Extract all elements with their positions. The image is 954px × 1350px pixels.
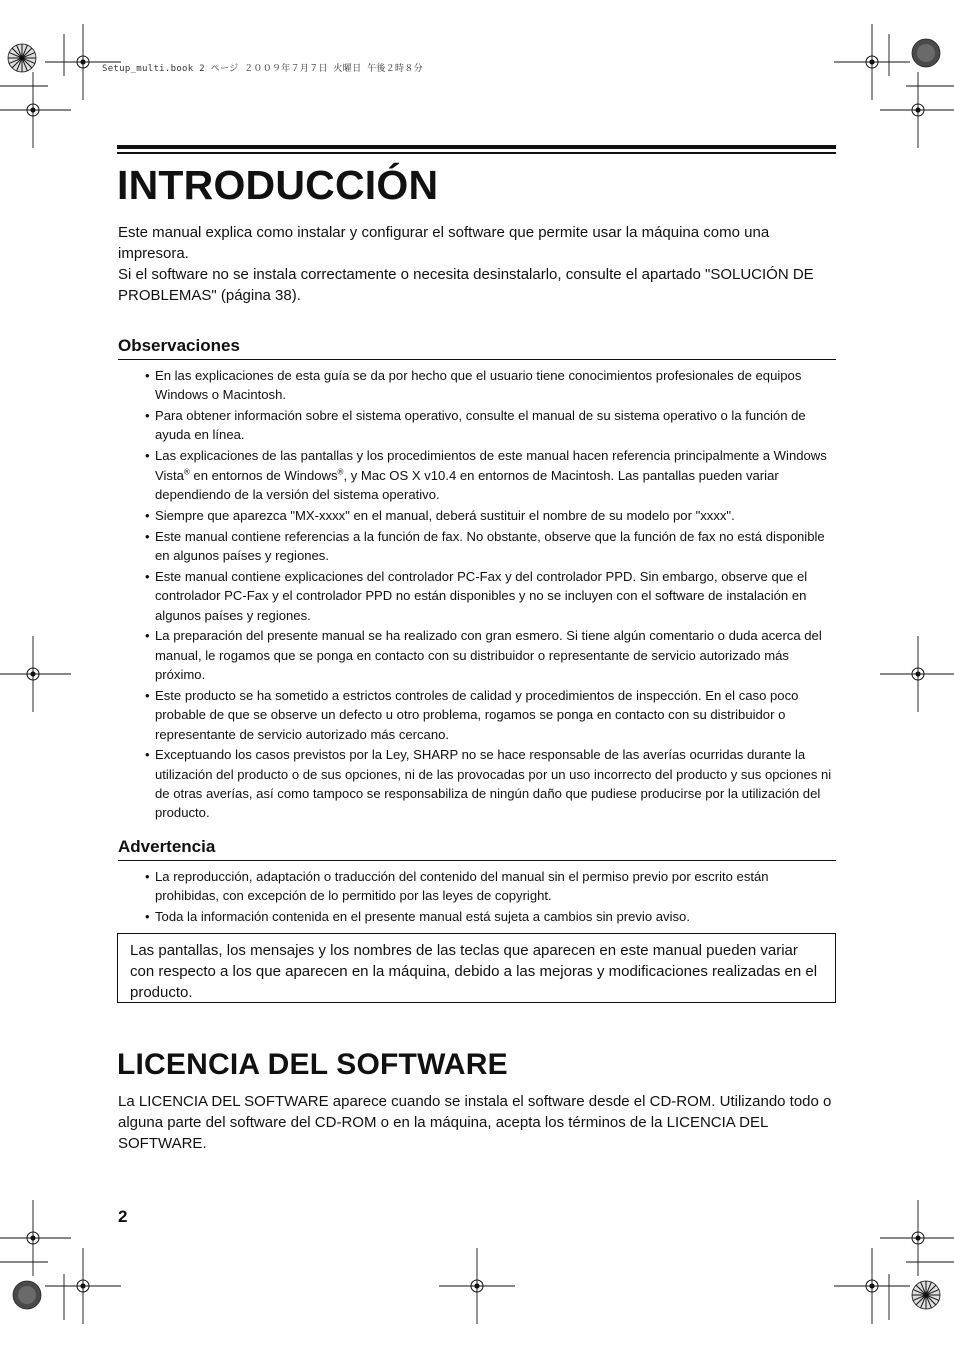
observaciones-heading: Observaciones (118, 336, 836, 360)
item-text: Las explicaciones de las pantallas y los procedimientos de este manual hacen referencia principalmente a Windows Vista (155, 448, 827, 483)
corner-marks-bottom (0, 1200, 954, 1324)
list-item: • Este manual contiene explicaciones del controlador PC-Fax y del controlador PPD. Sin embargo, observe que el controlador PC-Fax y el controlador PPD no están disponibles y no se incluyen con el software de instalación en algunos países y regiones. (146, 567, 836, 625)
corner-marks-top (0, 24, 954, 148)
list-item: • Exceptuando los casos previstos por la Ley, SHARP no se hace responsable de las averías ocurridas durante la utilización del producto o de sus opciones, ni de las provocadas por un uso incorrecto del producto y sus opciones ni de otras averías, así como tampoco se responsabiliza de ningún daño que pudiese producirse por la utilización del producto. (146, 745, 836, 822)
item-text: , y Mac OS X v10.4 en entornos de Macintosh. Las pantallas pueden variar dependiendo de la versión del sistema operativo. (155, 467, 779, 502)
observaciones-list (146, 366, 836, 824)
list-item: • Para obtener información sobre el sistema operativo, consulte el manual de su sistema operativo o la función de ayuda en línea. (146, 406, 836, 445)
page-title: INTRODUCCIÓN (117, 162, 439, 208)
list-item (146, 446, 836, 504)
list-item: • Este manual contiene referencias a la función de fax. No obstante, observe que la función de fax no está disponible en algunos países y regiones. (146, 527, 836, 566)
registered-mark: ® (337, 467, 344, 477)
note-box: Las pantallas, los mensajes y los nombres de las teclas que aparecen en este manual pueden variar con respecto a los que aparecen en la máquina, debido a las mejoras y modificaciones realizadas en el producto. (117, 933, 836, 1003)
list-item: • La reproducción, adaptación o traducción del contenido del manual sin el permiso previo por escrito están prohibidas, con excepción de lo permitido por las leyes de copyright. (146, 867, 836, 906)
license-title: LICENCIA DEL SOFTWARE (117, 1048, 508, 1081)
advertencia-list (146, 867, 836, 928)
item-text: en entornos de Windows (189, 467, 338, 483)
registered-mark: ® (183, 467, 190, 477)
intro-line-1: Este manual explica como instalar y configurar el software que permite usar la máquina como una impresora. (118, 224, 770, 262)
list-item: • La preparación del presente manual se ha realizado con gran esmero. Si tiene algún comentario o duda acerca del manual, le rogamos que se ponga en contacto con su distribuidor o representante de servicio autorizado más próximo. (146, 626, 836, 684)
intro-paragraph (118, 222, 838, 306)
intro-line-2: Si el software no se instala correctamente o necesita desinstalarlo, consulte el apartado "SOLUCIÓN DE PROBLEMAS" (página 38). (118, 266, 814, 304)
list-item: • Toda la información contenida en el presente manual está sujeta a cambios sin previo aviso. (146, 907, 836, 926)
page-number: 2 (118, 1207, 128, 1226)
print-header-info: Setup_multi.book 2 ページ ２００９年７月７日 火曜日 午後２時８分 (102, 64, 423, 74)
title-rule-thick (117, 145, 836, 149)
license-paragraph: La LICENCIA DEL SOFTWARE aparece cuando se instala el software desde el CD-ROM. Utilizando todo o alguna parte del software del CD-ROM o en la máquina, acepta los términos de la LICENCIA DEL SOFTWARE. (118, 1093, 832, 1152)
title-rule-thin (117, 152, 836, 154)
advertencia-heading: Advertencia (118, 837, 836, 861)
list-item: • En las explicaciones de esta guía se da por hecho que el usuario tiene conocimientos profesionales de equipos Windows o Macintosh. (146, 366, 836, 405)
list-item: • Este producto se ha sometido a estrictos controles de calidad y procedimientos de inspección. En el caso poco probable de que se observe un defecto u otro problema, rogamos se ponga en contacto con su distribuidor o representante de servicio autorizado más cercano. (146, 686, 836, 744)
list-item: • Siempre que aparezca "MX-xxxx" en el manual, deberá sustituir el nombre de su modelo por "xxxx". (146, 506, 836, 525)
